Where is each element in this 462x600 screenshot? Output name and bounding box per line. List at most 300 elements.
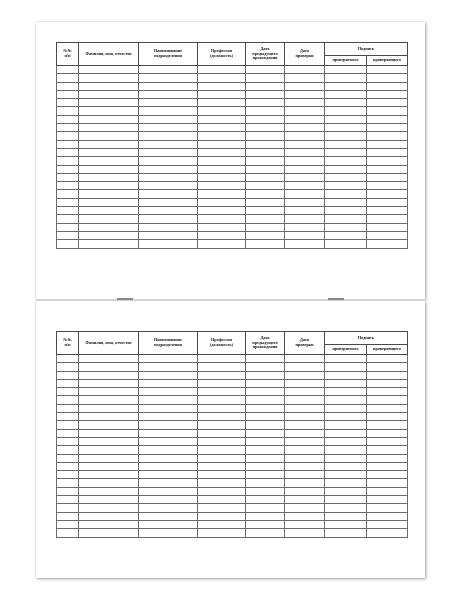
table-cell [246, 132, 285, 140]
table-cell [79, 215, 139, 223]
table-cell [285, 82, 325, 90]
table-row [57, 66, 408, 74]
table-cell [139, 471, 198, 479]
table-cell [79, 223, 139, 231]
table-cell [246, 437, 285, 445]
table-cell [246, 404, 285, 412]
table-cell [246, 207, 285, 215]
table-row [57, 471, 408, 479]
table-cell [325, 99, 367, 107]
table-cell [325, 148, 367, 156]
table-row [57, 173, 408, 181]
table-cell [57, 529, 79, 537]
page-bottom [36, 301, 425, 578]
header-profession: Профессия (должность) [198, 43, 246, 66]
table-cell [139, 148, 198, 156]
table-cell [246, 223, 285, 231]
table-cell [325, 496, 367, 504]
table-cell [198, 429, 246, 437]
table-cell [198, 90, 246, 98]
header-signature-checked: проверяемого [325, 56, 367, 66]
table-cell [325, 223, 367, 231]
table-cell [57, 165, 79, 173]
table-cell [367, 190, 408, 198]
table-cell [246, 479, 285, 487]
table-cell [285, 421, 325, 429]
table-row [57, 413, 408, 421]
table-cell [198, 140, 246, 148]
table-cell [57, 207, 79, 215]
table-cell [246, 512, 285, 520]
table-cell [367, 74, 408, 82]
table-cell [246, 379, 285, 387]
table-row [57, 520, 408, 528]
table-cell [79, 355, 139, 363]
table-cell [367, 240, 408, 248]
table-cell [79, 173, 139, 181]
table-cell [139, 355, 198, 363]
table-cell [139, 512, 198, 520]
header-number: №№ п/п [57, 43, 79, 66]
table-cell [246, 471, 285, 479]
table-cell [79, 396, 139, 404]
table-row [57, 198, 408, 206]
table-cell [367, 355, 408, 363]
table-cell [325, 157, 367, 165]
table-cell [325, 529, 367, 537]
table-cell [246, 454, 285, 462]
header-profession: Профессия (должность) [198, 332, 246, 355]
table-cell [285, 223, 325, 231]
table-cell [367, 429, 408, 437]
table-cell [198, 496, 246, 504]
table-cell [285, 512, 325, 520]
table-cell [79, 371, 139, 379]
table-cell [139, 165, 198, 173]
table-cell [79, 363, 139, 371]
table-cell [367, 173, 408, 181]
table-cell [367, 462, 408, 470]
table-cell [285, 413, 325, 421]
table-cell [367, 165, 408, 173]
table-cell [325, 462, 367, 470]
table-cell [367, 421, 408, 429]
header-signature-checker: проверяющего [367, 345, 408, 355]
table-cell [57, 107, 79, 115]
table-cell [246, 240, 285, 248]
table-cell [139, 496, 198, 504]
table-cell [198, 363, 246, 371]
table-cell [198, 396, 246, 404]
table-cell [198, 66, 246, 74]
table-cell [198, 107, 246, 115]
table-cell [367, 529, 408, 537]
table-cell [79, 115, 139, 123]
header-full-name: Фамилия, имя, отчество [79, 43, 139, 66]
table-cell [246, 173, 285, 181]
table-cell [198, 437, 246, 445]
table-cell [246, 413, 285, 421]
table-cell [246, 388, 285, 396]
table-cell [367, 504, 408, 512]
table-cell [246, 496, 285, 504]
table-cell [246, 182, 285, 190]
table-cell [57, 66, 79, 74]
table-cell [57, 231, 79, 239]
table-cell [57, 462, 79, 470]
table-cell [79, 429, 139, 437]
table-row [57, 529, 408, 537]
table-cell [198, 520, 246, 528]
table-cell [198, 124, 246, 132]
table-cell [79, 529, 139, 537]
table-cell [367, 520, 408, 528]
table-cell [57, 446, 79, 454]
table-cell [139, 99, 198, 107]
table-cell [79, 471, 139, 479]
table-cell [57, 479, 79, 487]
table-cell [79, 413, 139, 421]
table-row [57, 215, 408, 223]
table-cell [246, 107, 285, 115]
table-row [57, 437, 408, 445]
table-cell [367, 148, 408, 156]
table-row [57, 132, 408, 140]
table-cell [57, 215, 79, 223]
table-row [57, 396, 408, 404]
table-cell [57, 504, 79, 512]
table-cell [367, 198, 408, 206]
table-cell [198, 240, 246, 248]
table-cell [198, 132, 246, 140]
table-row [57, 82, 408, 90]
table-cell [325, 124, 367, 132]
table-cell [285, 165, 325, 173]
table-cell [367, 157, 408, 165]
table-row [57, 454, 408, 462]
table-cell [139, 82, 198, 90]
table-cell [325, 413, 367, 421]
table-cell [285, 231, 325, 239]
table-cell [285, 140, 325, 148]
table-cell [79, 132, 139, 140]
table-cell [79, 520, 139, 528]
table-cell [139, 504, 198, 512]
table-cell [139, 529, 198, 537]
table-row [57, 429, 408, 437]
table-cell [246, 124, 285, 132]
table-cell [79, 504, 139, 512]
table-cell [198, 446, 246, 454]
table-cell [198, 223, 246, 231]
table-row [57, 182, 408, 190]
table-cell [57, 404, 79, 412]
table-cell [139, 157, 198, 165]
table-cell [285, 379, 325, 387]
table-cell [79, 496, 139, 504]
table-cell [57, 520, 79, 528]
table-cell [367, 182, 408, 190]
table-cell [285, 115, 325, 123]
binding-mark-left [117, 298, 133, 300]
table-cell [198, 215, 246, 223]
table-cell [198, 173, 246, 181]
table-cell [367, 379, 408, 387]
table-cell [367, 496, 408, 504]
table-cell [325, 173, 367, 181]
table-row [57, 504, 408, 512]
table-cell [325, 140, 367, 148]
table-cell [285, 90, 325, 98]
table-row [57, 379, 408, 387]
table-cell [325, 82, 367, 90]
table-cell [139, 413, 198, 421]
table-cell [57, 363, 79, 371]
table-cell [325, 379, 367, 387]
table-cell [325, 396, 367, 404]
table-cell [57, 198, 79, 206]
table-cell [325, 231, 367, 239]
table-cell [79, 404, 139, 412]
table-cell [325, 520, 367, 528]
table-cell [325, 371, 367, 379]
table-cell [57, 140, 79, 148]
journal-rows [57, 355, 408, 538]
table-cell [57, 182, 79, 190]
table-cell [367, 115, 408, 123]
table-cell [367, 223, 408, 231]
table-cell [139, 429, 198, 437]
table-cell [285, 215, 325, 223]
table-cell [139, 115, 198, 123]
table-cell [285, 520, 325, 528]
table-cell [139, 487, 198, 495]
table-cell [57, 115, 79, 123]
table-cell [285, 173, 325, 181]
table-cell [57, 371, 79, 379]
table-cell [79, 421, 139, 429]
table-row [57, 223, 408, 231]
table-cell [246, 215, 285, 223]
table-cell [198, 504, 246, 512]
table-cell [57, 471, 79, 479]
table-cell [285, 66, 325, 74]
table-cell [325, 429, 367, 437]
table-cell [285, 363, 325, 371]
table-row [57, 115, 408, 123]
header-signature-checker: проверяющего [367, 56, 408, 66]
table-cell [57, 396, 79, 404]
table-cell [198, 454, 246, 462]
header-unit: Наименование подразделения [139, 332, 198, 355]
table-cell [139, 182, 198, 190]
table-row [57, 240, 408, 248]
table-cell [57, 74, 79, 82]
table-cell [246, 446, 285, 454]
table-cell [285, 132, 325, 140]
table-cell [57, 157, 79, 165]
table-cell [285, 404, 325, 412]
table-row [57, 74, 408, 82]
table-cell [367, 446, 408, 454]
table-cell [198, 165, 246, 173]
table-cell [285, 240, 325, 248]
table-cell [139, 140, 198, 148]
table-row [57, 231, 408, 239]
table-cell [57, 413, 79, 421]
table-cell [367, 132, 408, 140]
table-cell [367, 396, 408, 404]
table-cell [367, 487, 408, 495]
table-cell [139, 198, 198, 206]
table-cell [139, 74, 198, 82]
table-cell [57, 190, 79, 198]
table-cell [325, 207, 367, 215]
table-cell [139, 240, 198, 248]
table-cell [367, 363, 408, 371]
table-row [57, 148, 408, 156]
table-cell [246, 90, 285, 98]
table-cell [79, 479, 139, 487]
table-cell [246, 157, 285, 165]
table-cell [79, 379, 139, 387]
table-cell [139, 437, 198, 445]
table-cell [139, 520, 198, 528]
table-cell [57, 379, 79, 387]
table-cell [285, 471, 325, 479]
table-cell [79, 437, 139, 445]
table-cell [57, 90, 79, 98]
table-cell [198, 379, 246, 387]
table-cell [367, 82, 408, 90]
table-cell [367, 207, 408, 215]
table-cell [285, 496, 325, 504]
table-cell [246, 462, 285, 470]
table-cell [79, 107, 139, 115]
table-cell [285, 207, 325, 215]
table-cell [57, 99, 79, 107]
table-cell [367, 231, 408, 239]
table-cell [57, 487, 79, 495]
table-cell [79, 388, 139, 396]
table-cell [79, 124, 139, 132]
table-cell [198, 231, 246, 239]
table-cell [79, 446, 139, 454]
table-row [57, 512, 408, 520]
header-signature: Подпись [325, 43, 408, 56]
table-cell [139, 396, 198, 404]
table-cell [79, 231, 139, 239]
table-row [57, 207, 408, 215]
table-cell [79, 240, 139, 248]
table-cell [57, 429, 79, 437]
table-cell [139, 124, 198, 132]
table-row [57, 462, 408, 470]
table-cell [246, 140, 285, 148]
table-cell [246, 198, 285, 206]
table-cell [367, 107, 408, 115]
table-cell [139, 90, 198, 98]
table-cell [139, 207, 198, 215]
table-cell [198, 198, 246, 206]
table-cell [285, 462, 325, 470]
table-cell [198, 190, 246, 198]
table-cell [285, 487, 325, 495]
table-cell [57, 240, 79, 248]
table-cell [79, 182, 139, 190]
header-check-date: Дата проверки [285, 43, 325, 66]
table-cell [139, 446, 198, 454]
table-cell [198, 182, 246, 190]
table-row [57, 363, 408, 371]
table-cell [246, 520, 285, 528]
journal-table [56, 331, 408, 538]
table-cell [285, 355, 325, 363]
table-cell [285, 371, 325, 379]
table-row [57, 404, 408, 412]
table-row [57, 107, 408, 115]
table-row [57, 90, 408, 98]
table-cell [325, 479, 367, 487]
table-cell [325, 421, 367, 429]
table-cell [367, 437, 408, 445]
table-cell [367, 140, 408, 148]
table-cell [325, 165, 367, 173]
table-cell [285, 429, 325, 437]
table-cell [246, 355, 285, 363]
table-cell [285, 479, 325, 487]
table-cell [367, 404, 408, 412]
table-cell [325, 132, 367, 140]
table-cell [198, 404, 246, 412]
table-cell [246, 529, 285, 537]
header-check-date: Дата проверки [285, 332, 325, 355]
table-cell [325, 115, 367, 123]
table-cell [198, 115, 246, 123]
table-cell [325, 363, 367, 371]
table-cell [79, 74, 139, 82]
header-full-name: Фамилия, имя, отчество [79, 332, 139, 355]
table-cell [285, 454, 325, 462]
table-cell [285, 396, 325, 404]
header-signature: Подпись [325, 332, 408, 345]
table-cell [79, 462, 139, 470]
table-cell [79, 190, 139, 198]
header-number: №№ п/п [57, 332, 79, 355]
table-cell [325, 182, 367, 190]
table-cell [57, 355, 79, 363]
table-cell [325, 198, 367, 206]
table-row [57, 446, 408, 454]
table-cell [139, 404, 198, 412]
table-cell [79, 82, 139, 90]
table-cell [325, 512, 367, 520]
table-cell [246, 504, 285, 512]
table-row [57, 421, 408, 429]
table-cell [285, 148, 325, 156]
table-cell [57, 82, 79, 90]
table-cell [325, 454, 367, 462]
table-cell [246, 487, 285, 495]
table-cell [325, 240, 367, 248]
table-cell [367, 371, 408, 379]
table-cell [325, 446, 367, 454]
table-cell [79, 157, 139, 165]
table-cell [367, 99, 408, 107]
table-row [57, 388, 408, 396]
table-row [57, 99, 408, 107]
table-cell [367, 479, 408, 487]
